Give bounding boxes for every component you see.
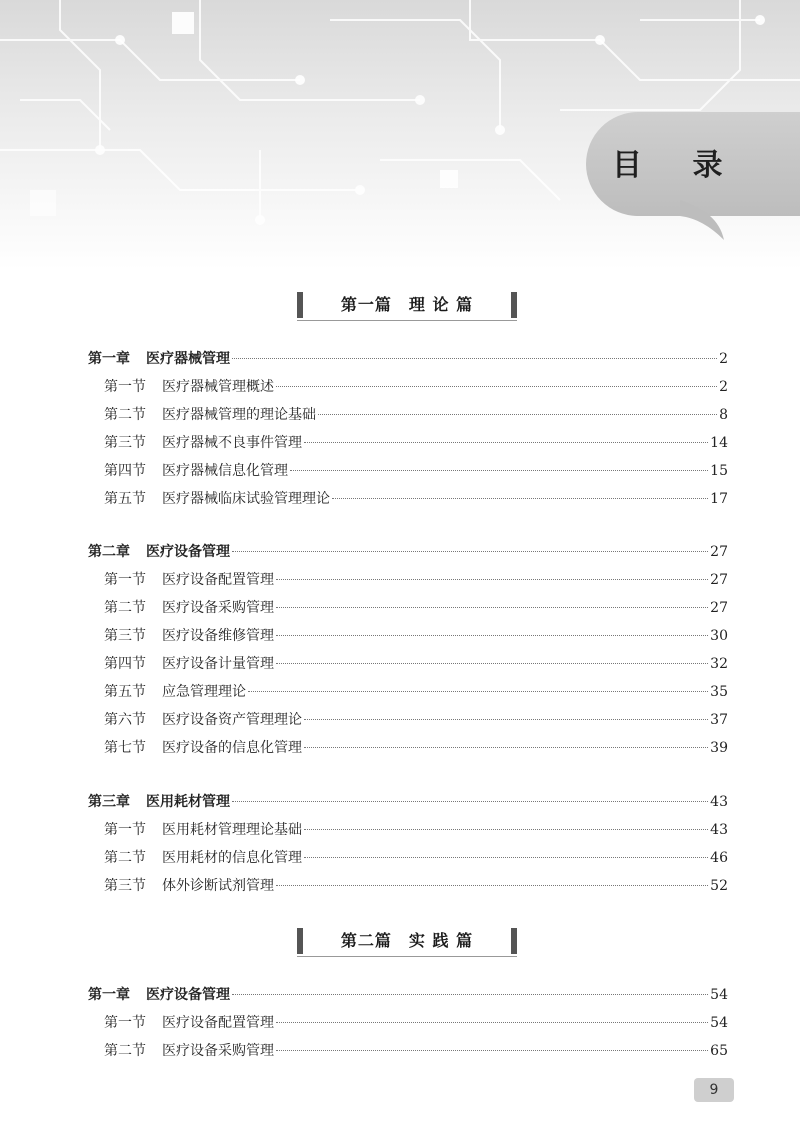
- section-title: 医疗器械信息化管理: [162, 463, 288, 479]
- part-heading-text: 第一篇 理 论 篇: [340, 295, 474, 314]
- section-number: 第五节: [104, 491, 146, 507]
- toc-section[interactable]: [104, 709, 728, 731]
- chapter-number: 第三章: [88, 794, 130, 810]
- section-number: 第二节: [104, 600, 146, 616]
- leader-dots: [248, 691, 708, 692]
- page-number: 43: [710, 794, 728, 810]
- toc-chapter[interactable]: [88, 348, 728, 370]
- section-number: 第三节: [104, 435, 146, 451]
- section-number: 第一节: [104, 1015, 146, 1031]
- page-number: 17: [710, 491, 728, 507]
- part-heading-2: [297, 926, 517, 957]
- section-title: 体外诊断试剂管理: [162, 878, 274, 894]
- leader-dots: [318, 414, 717, 415]
- leader-dots: [276, 386, 717, 387]
- leader-dots: [276, 885, 708, 886]
- leader-dots: [304, 747, 708, 748]
- toc-section[interactable]: [104, 737, 728, 759]
- page-number: 27: [710, 600, 728, 616]
- page-number: 54: [710, 987, 728, 1003]
- toc-section[interactable]: [104, 488, 728, 510]
- section-title: 医疗设备计量管理: [162, 656, 274, 672]
- section-title: 医疗设备采购管理: [162, 1043, 274, 1059]
- section-number: 第四节: [104, 463, 146, 479]
- section-number: 第二节: [104, 850, 146, 866]
- toc-section[interactable]: [104, 653, 728, 675]
- leader-dots: [304, 829, 708, 830]
- leader-dots: [304, 442, 708, 443]
- leader-dots: [276, 1022, 708, 1023]
- leader-dots: [232, 994, 708, 995]
- leader-dots: [332, 498, 708, 499]
- leader-dots: [290, 470, 708, 471]
- page-number: 46: [710, 850, 728, 866]
- chapter-title: 医疗设备管理: [146, 987, 230, 1003]
- page-number: 65: [710, 1043, 728, 1059]
- heading-bar-right: [511, 292, 517, 318]
- section-title: 医用耗材的信息化管理: [162, 850, 302, 866]
- page-number: 37: [710, 712, 728, 728]
- page-number: 15: [710, 463, 728, 479]
- page-number: 27: [710, 572, 728, 588]
- section-title: 医疗设备维修管理: [162, 628, 274, 644]
- section-number: 第三节: [104, 628, 146, 644]
- leader-dots: [232, 358, 717, 359]
- section-number: 第七节: [104, 740, 146, 756]
- part-heading-1: [297, 290, 517, 321]
- leader-dots: [276, 607, 708, 608]
- section-title: 医疗设备配置管理: [162, 1015, 274, 1031]
- section-title: 医疗设备的信息化管理: [162, 740, 302, 756]
- chapter-title: 医疗设备管理: [146, 544, 230, 560]
- section-title: 医疗器械不良事件管理: [162, 435, 302, 451]
- section-title: 医疗器械临床试验管理理论: [162, 491, 330, 507]
- toc-section[interactable]: [104, 460, 728, 482]
- page-number: 54: [710, 1015, 728, 1031]
- leader-dots: [276, 663, 708, 664]
- section-number: 第五节: [104, 684, 146, 700]
- section-title: 医疗器械管理的理论基础: [162, 407, 316, 423]
- section-title: 医疗设备采购管理: [162, 600, 274, 616]
- toc-section[interactable]: [104, 1040, 728, 1062]
- page-number: 2: [719, 379, 728, 395]
- section-title: 医用耗材管理理论基础: [162, 822, 302, 838]
- page-number-badge: 9: [694, 1078, 734, 1102]
- section-number: 第六节: [104, 712, 146, 728]
- part-heading-text: 第二篇 实 践 篇: [340, 931, 474, 950]
- page-number: 30: [710, 628, 728, 644]
- page-number: 39: [710, 740, 728, 756]
- page-number: 43: [710, 822, 728, 838]
- chapter-title: 医疗器械管理: [146, 351, 230, 367]
- chapter-number: 第一章: [88, 351, 130, 367]
- section-number: 第一节: [104, 822, 146, 838]
- toc-section[interactable]: [104, 376, 728, 398]
- section-number: 第二节: [104, 1043, 146, 1059]
- toc-section[interactable]: [104, 404, 728, 426]
- title-badge-tail-icon: [680, 200, 728, 244]
- section-title: 医疗器械管理概述: [162, 379, 274, 395]
- page-number: 52: [710, 878, 728, 894]
- page-number: 2: [719, 351, 728, 367]
- section-number: 第四节: [104, 656, 146, 672]
- leader-dots: [232, 801, 708, 802]
- section-number: 第二节: [104, 407, 146, 423]
- leader-dots: [232, 551, 708, 552]
- section-title: 医疗设备配置管理: [162, 572, 274, 588]
- toc-section[interactable]: [104, 819, 728, 841]
- toc-section[interactable]: [104, 432, 728, 454]
- toc-section[interactable]: [104, 681, 728, 703]
- section-number: 第三节: [104, 878, 146, 894]
- page-number: 14: [710, 435, 728, 451]
- page-title: 目 录: [612, 148, 743, 183]
- chapter-title: 医用耗材管理: [146, 794, 230, 810]
- chapter-number: 第一章: [88, 987, 130, 1003]
- heading-bar-right: [511, 928, 517, 954]
- toc-chapter[interactable]: [88, 541, 728, 563]
- section-number: 第一节: [104, 379, 146, 395]
- toc-chapter[interactable]: [88, 984, 728, 1006]
- section-title: 医疗设备资产管理理论: [162, 712, 302, 728]
- toc-section[interactable]: [104, 875, 728, 897]
- section-title: 应急管理理论: [162, 684, 246, 700]
- toc-section[interactable]: [104, 597, 728, 619]
- toc-section[interactable]: [104, 847, 728, 869]
- leader-dots: [304, 719, 708, 720]
- page-number: 8: [719, 407, 728, 423]
- toc-section[interactable]: [104, 625, 728, 647]
- page-number: 27: [710, 544, 728, 560]
- leader-dots: [276, 579, 708, 580]
- toc-section[interactable]: [104, 569, 728, 591]
- toc-section[interactable]: [104, 1012, 728, 1034]
- leader-dots: [276, 635, 708, 636]
- page-number: 35: [710, 684, 728, 700]
- leader-dots: [276, 1050, 708, 1051]
- page-number: 32: [710, 656, 728, 672]
- toc-chapter[interactable]: [88, 791, 728, 813]
- section-number: 第一节: [104, 572, 146, 588]
- chapter-number: 第二章: [88, 544, 130, 560]
- leader-dots: [304, 857, 708, 858]
